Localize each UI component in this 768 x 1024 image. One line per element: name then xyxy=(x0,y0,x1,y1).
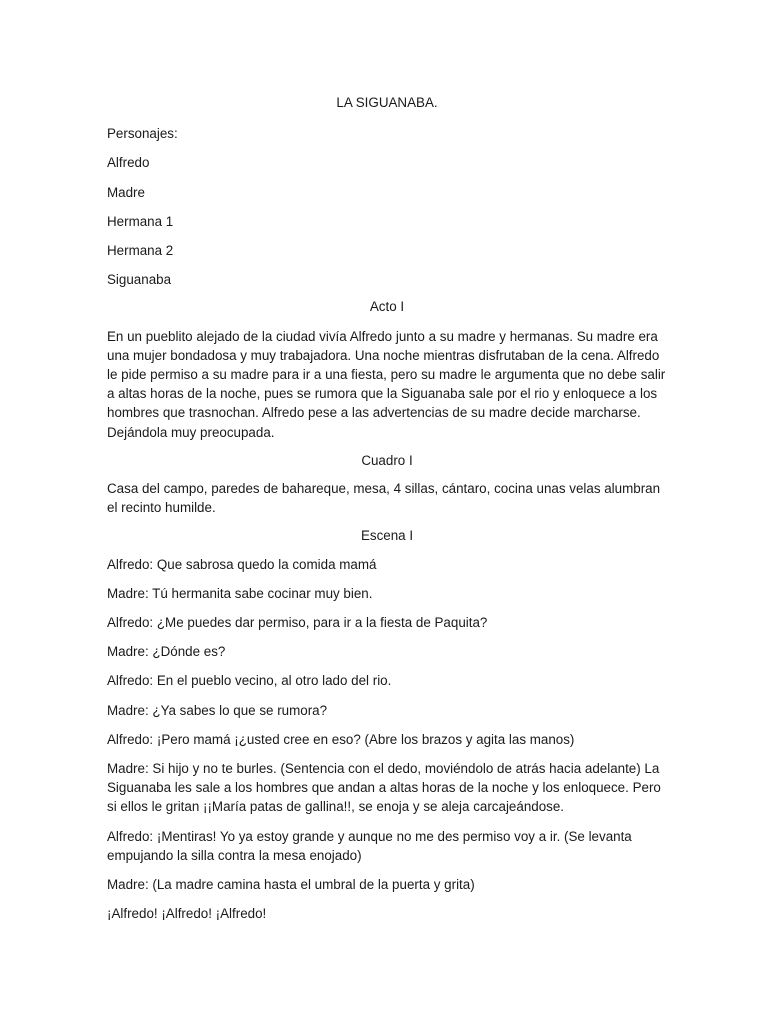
document-body xyxy=(107,93,667,924)
dialogue-line: Alfredo: ¡Mentiras! Yo ya estoy grande y aunque no me des permiso voy a ir. (Se levanta empujando la silla contra la mesa enojado) xyxy=(107,828,632,863)
dialogue-line: Alfredo: ¿Me puedes dar permiso, para ir a la fiesta de Paquita? xyxy=(107,615,488,631)
dialogue-line: Madre: Tú hermanita sabe cocinar muy bien. xyxy=(107,585,373,601)
dialogue-line: Alfredo: En el pueblo vecino, al otro lado del rio. xyxy=(107,673,392,689)
personajes-label: Personajes: xyxy=(107,126,178,142)
character-hermana-1: Hermana 1 xyxy=(107,213,174,229)
character-hermana-2: Hermana 2 xyxy=(107,243,174,259)
acto-paragraph: En un pueblito alejado de la ciudad vivía Alfredo junto a su madre y hermanas. Su madre era una mujer bondadosa y muy trabajadora. Una noche mientras disfrutaban de la cena. Alfredo le pide permiso a su madre para ir a una fiesta, pero su madre le argumenta que no debe salir a altas horas de la noche, pues se rumora que la Siguanaba sale por el rio y enloquece a los hombres que trasnochan. Alfredo pese a las advertencias de su madre decide marcharse. Dejándola muy preocupada. xyxy=(107,328,666,440)
dialogue-line: Madre: ¿Ya sabes lo que se rumora? xyxy=(107,702,328,718)
dialogue-line: Madre: (La madre camina hasta el umbral de la puerta y grita) xyxy=(107,877,475,893)
dialogue-line: ¡Alfredo! ¡Alfredo! ¡Alfredo! xyxy=(107,906,267,922)
dialogue-line: Alfredo: ¡Pero mamá ¡¿usted cree en eso? (Abre los brazos y agita las manos) xyxy=(107,731,575,747)
escena-heading: Escena I xyxy=(360,528,414,544)
document-title: LA SIGUANABA. xyxy=(336,95,438,110)
dialogue-line: Madre: Si hijo y no te burles. (Sentencia con el dedo, moviéndolo de atrás hacia adelante) La Siguanaba les sale a los hombres que andan a altas horas de la noche y los enloquece. Pero si ellos le gritan ¡¡María patas de gallina!!, se enoja y se aleja carcajeándose. xyxy=(107,761,661,815)
character-alfredo: Alfredo xyxy=(107,155,150,171)
character-siguanaba: Siguanaba xyxy=(107,272,172,288)
acto-heading: Acto I xyxy=(369,299,405,315)
dialogue-line: Madre: ¿Dónde es? xyxy=(107,644,226,660)
character-madre: Madre xyxy=(107,184,145,200)
cuadro-heading: Cuadro I xyxy=(361,452,413,468)
cuadro-paragraph: Casa del campo, paredes de bahareque, mesa, 4 sillas, cántaro, cocina unas velas alumbran el recinto humilde. xyxy=(107,481,661,516)
dialogue-line: Alfredo: Que sabrosa quedo la comida mamá xyxy=(107,556,377,572)
